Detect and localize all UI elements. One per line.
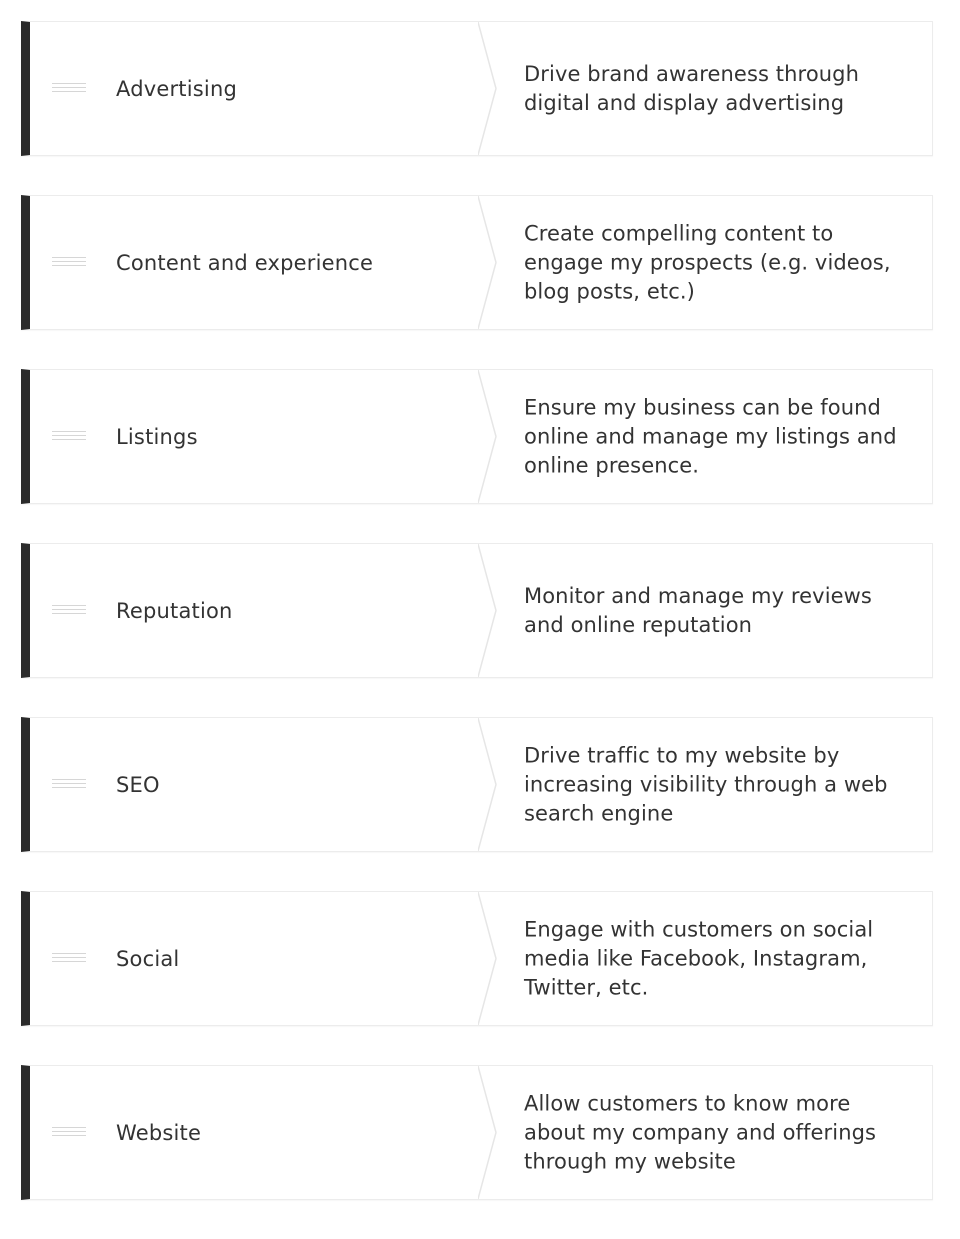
drag-handle-icon[interactable] <box>52 953 86 966</box>
list-item-website[interactable] <box>21 1065 933 1200</box>
drag-handle-icon[interactable] <box>52 605 86 618</box>
chevron-divider <box>478 718 500 851</box>
chevron-divider <box>478 22 500 155</box>
drag-handle-icon[interactable] <box>52 83 86 96</box>
chevron-divider <box>478 1066 500 1199</box>
chevron-divider <box>478 544 500 677</box>
category-description: Allow customers to know more about my company and offerings through my website <box>524 1091 877 1173</box>
category-label: Website <box>116 1120 202 1145</box>
drag-handle-icon[interactable] <box>52 257 86 270</box>
list-item-content-and-experience[interactable] <box>21 195 933 330</box>
category-description: Engage with customers on social media like Facebook, Instagram, Twitter, etc. <box>524 917 874 999</box>
list-item-listings[interactable] <box>21 369 933 504</box>
category-label: Content and experience <box>116 250 374 275</box>
drag-handle-icon[interactable] <box>52 1127 86 1140</box>
category-description: Monitor and manage my reviews and online reputation <box>524 583 872 637</box>
category-label: Listings <box>116 424 198 449</box>
service-category-list <box>21 21 933 1239</box>
drag-handle-icon[interactable] <box>52 431 86 444</box>
chevron-divider <box>478 892 500 1025</box>
category-label: Social <box>116 946 180 971</box>
category-description: Drive traffic to my website by increasing visibility through a web search engine <box>524 743 888 825</box>
category-label: Reputation <box>116 598 233 623</box>
list-item-reputation[interactable] <box>21 543 933 678</box>
list-item-seo[interactable] <box>21 717 933 852</box>
category-description: Ensure my business can be found online and manage my listings and online presence. <box>524 395 897 477</box>
list-item-social[interactable] <box>21 891 933 1026</box>
chevron-divider <box>478 196 500 329</box>
category-label: SEO <box>116 772 160 797</box>
chevron-divider <box>478 370 500 503</box>
category-label: Advertising <box>116 76 237 101</box>
list-item-advertising[interactable] <box>21 21 933 156</box>
category-description: Create compelling content to engage my prospects (e.g. videos, blog posts, etc.) <box>524 221 891 303</box>
drag-handle-icon[interactable] <box>52 779 86 792</box>
category-description: Drive brand awareness through digital and display advertising <box>524 61 860 115</box>
